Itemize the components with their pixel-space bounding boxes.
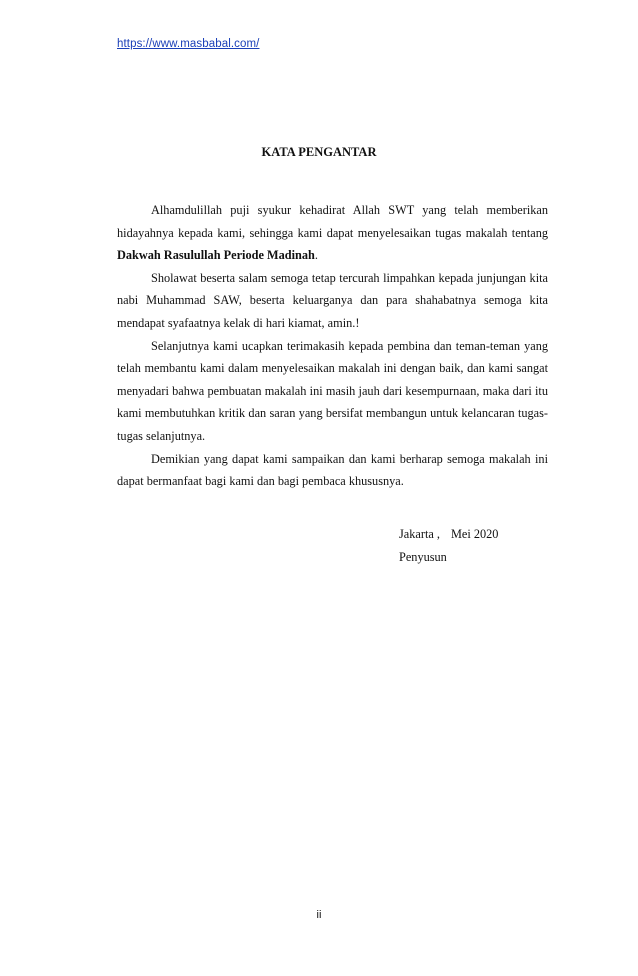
signature-block [399,523,498,569]
paragraph-4: Demikian yang dapat kami sampaikan dan kami berharap semoga makalah ini dapat bermanfaat bagi kami dan bagi pembaca khususnya. [117,451,548,489]
page-number: ii [316,909,322,921]
paragraph-1-end: . [314,248,318,263]
paragraph-1 [117,199,548,267]
paragraph-1-text: Alhamdulillah puji syukur kehadirat Allah SWT yang telah memberikan hidayahnya kepada kami, sehingga kami dapat menyelesaikan tugas makalah tentang [117,203,548,240]
paragraph-3: Selanjutnya kami ucapkan terimakasih kepada pembina dan teman-teman yang telah membantu kami dalam menyelesaikan makalah ini dengan baik, dan kami sangat menyadari bahwa pembuatan makalah ini masih jauh dari kesempurnaan, maka dari itu kami membutuhkan kritik dan saran yang bersifat membangun untuk kelancaran tugas-tugas selanjutnya. [117,338,548,443]
header-url-link[interactable]: https://www.masbabal.com/ [117,38,260,50]
document-body [117,199,548,493]
signature-place-date [399,523,498,546]
page-title: KATA PENGANTAR [261,145,377,159]
signature-date: Mei 2020 [450,527,499,541]
signature-author: Penyusun [399,549,447,564]
paragraph-1-bold-topic: Dakwah Rasulullah Periode Madinah [117,248,315,263]
paragraph-2: Sholawat beserta salam semoga tetap tercurah limpahkan kepada junjungan kita nabi Muhammad SAW, beserta keluarganya dan para shahabatnya semoga kita mendapat syafaatnya kelak di hari kiamat, amin.! [117,270,548,330]
signature-city: Jakarta , [399,527,440,541]
